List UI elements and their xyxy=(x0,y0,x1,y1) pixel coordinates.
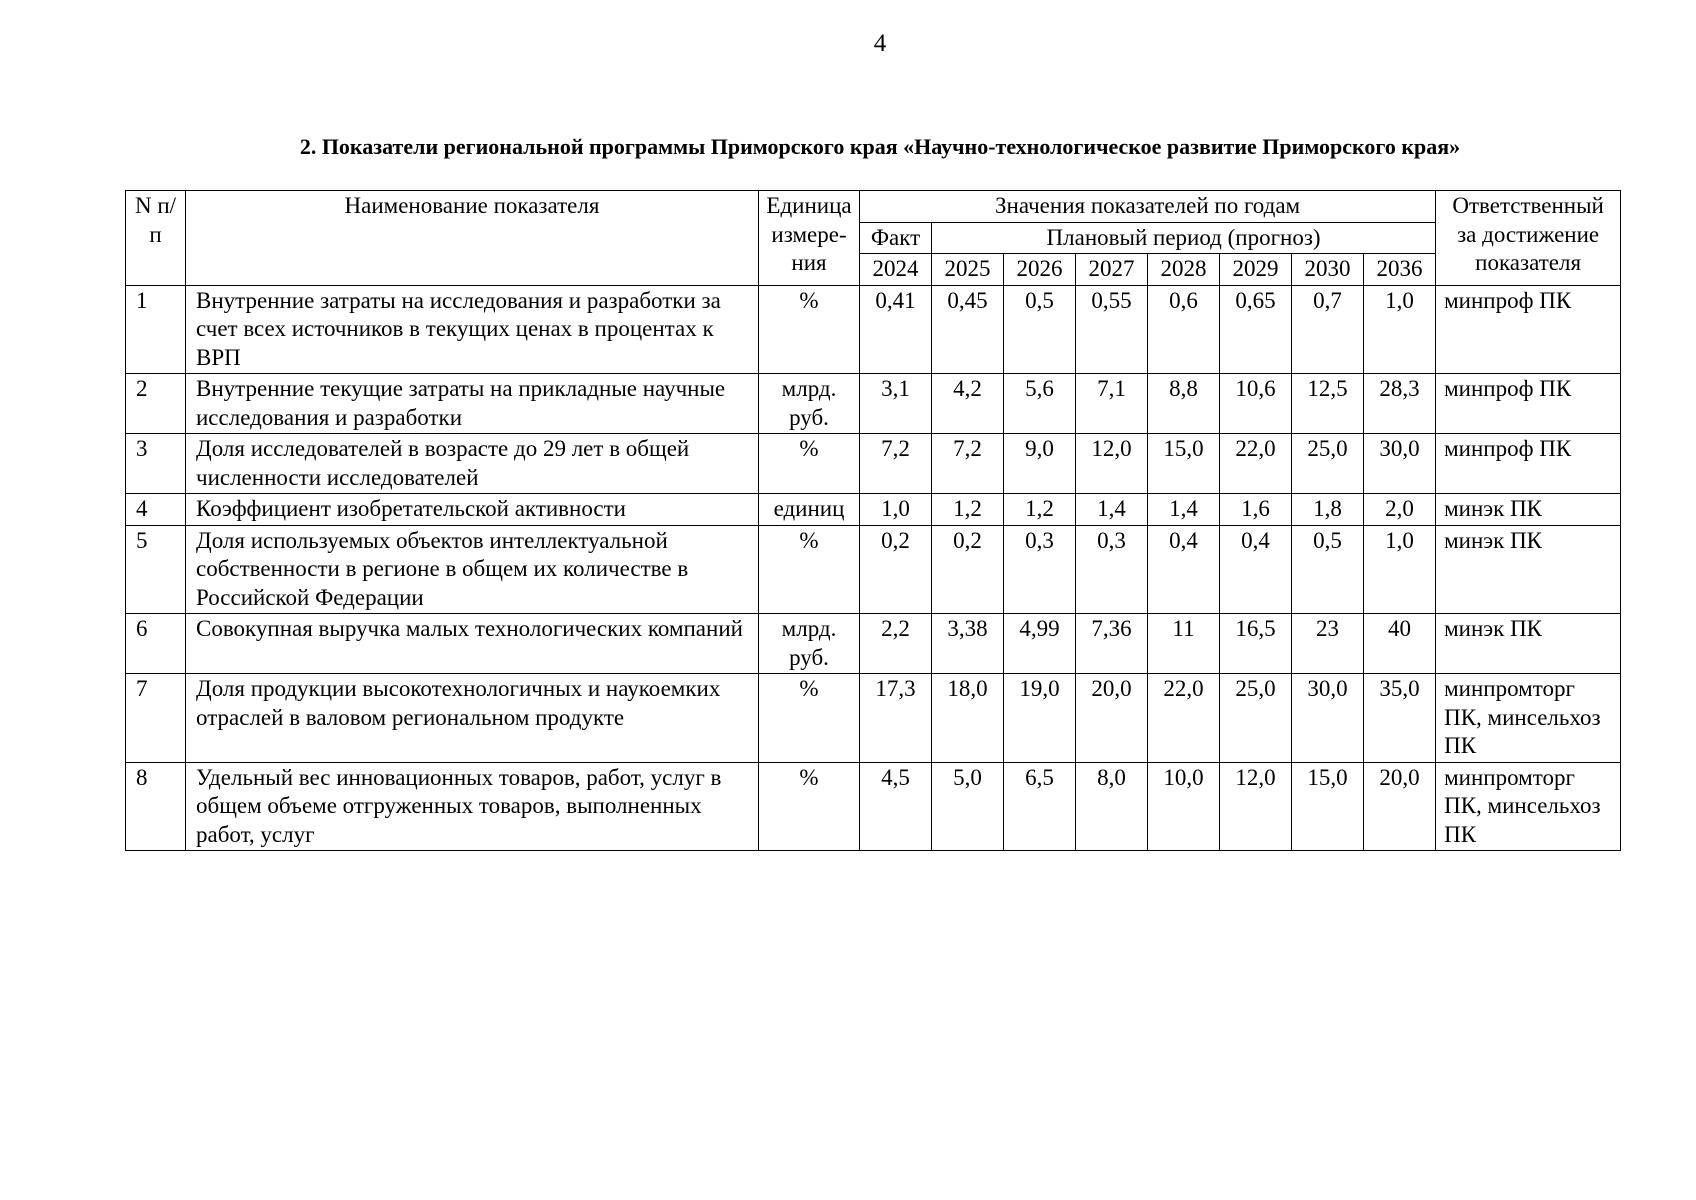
value-cell: 1,0 xyxy=(860,494,932,526)
value-cell: 35,0 xyxy=(1364,674,1436,763)
value-cell: 1,2 xyxy=(932,494,1004,526)
value-cell: 22,0 xyxy=(1220,434,1292,494)
value-cell: 10,0 xyxy=(1148,762,1220,851)
value-cell: 28,3 xyxy=(1364,374,1436,434)
value-cell: 0,5 xyxy=(1004,285,1076,374)
responsible-cell: минпроф ПК xyxy=(1436,374,1621,434)
value-cell: 5,0 xyxy=(932,762,1004,851)
value-cell: 6,5 xyxy=(1004,762,1076,851)
value-cell: 0,2 xyxy=(860,525,932,614)
responsible-cell: минпроф ПК xyxy=(1436,434,1621,494)
value-cell: 11 xyxy=(1148,614,1220,674)
row-number: 5 xyxy=(126,525,186,614)
table-row xyxy=(126,525,1621,614)
responsible-cell: минпромторг ПК, минсельхоз ПК xyxy=(1436,674,1621,763)
header-values: Значения показателей по годам xyxy=(860,191,1436,223)
value-cell: 1,0 xyxy=(1364,525,1436,614)
responsible-cell: минэк ПК xyxy=(1436,525,1621,614)
value-cell: 0,3 xyxy=(1004,525,1076,614)
value-cell: 15,0 xyxy=(1148,434,1220,494)
value-cell: 12,0 xyxy=(1220,762,1292,851)
value-cell: 3,38 xyxy=(932,614,1004,674)
value-cell: 1,0 xyxy=(1364,285,1436,374)
unit-cell: % xyxy=(759,762,860,851)
header-year: 2025 xyxy=(932,254,1004,286)
header-year: 2029 xyxy=(1220,254,1292,286)
responsible-cell: минпромторг ПК, минсельхоз ПК xyxy=(1436,762,1621,851)
table-row xyxy=(126,374,1621,434)
unit-cell: % xyxy=(759,434,860,494)
value-cell: 19,0 xyxy=(1004,674,1076,763)
value-cell: 8,8 xyxy=(1148,374,1220,434)
unit-cell: единиц xyxy=(759,494,860,526)
value-cell: 0,6 xyxy=(1148,285,1220,374)
value-cell: 25,0 xyxy=(1292,434,1364,494)
unit-cell: млрд. руб. xyxy=(759,614,860,674)
value-cell: 2,2 xyxy=(860,614,932,674)
value-cell: 7,2 xyxy=(932,434,1004,494)
header-plan: Плановый период (прогноз) xyxy=(932,222,1436,254)
row-number: 6 xyxy=(126,614,186,674)
value-cell: 0,5 xyxy=(1292,525,1364,614)
value-cell: 7,2 xyxy=(860,434,932,494)
header-fact: Факт xyxy=(860,222,932,254)
value-cell: 0,41 xyxy=(860,285,932,374)
value-cell: 4,2 xyxy=(932,374,1004,434)
value-cell: 17,3 xyxy=(860,674,932,763)
value-cell: 10,6 xyxy=(1220,374,1292,434)
row-number: 7 xyxy=(126,674,186,763)
table-row xyxy=(126,674,1621,763)
value-cell: 0,3 xyxy=(1076,525,1148,614)
header-num: N п/п xyxy=(126,191,186,286)
header-year: 2028 xyxy=(1148,254,1220,286)
unit-cell: % xyxy=(759,285,860,374)
value-cell: 5,6 xyxy=(1004,374,1076,434)
table-row xyxy=(126,285,1621,374)
table-header xyxy=(126,191,1621,286)
header-year: 2036 xyxy=(1364,254,1436,286)
value-cell: 40 xyxy=(1364,614,1436,674)
unit-cell: % xyxy=(759,525,860,614)
row-number: 4 xyxy=(126,494,186,526)
header-name: Наименование показателя xyxy=(186,191,759,286)
value-cell: 30,0 xyxy=(1364,434,1436,494)
indicator-name: Коэффициент изобретательской активности xyxy=(186,494,759,526)
value-cell: 4,5 xyxy=(860,762,932,851)
document-title: 2. Показатели региональной программы Приморского края «Научно-технологическое развитие Приморского края» xyxy=(299,134,1461,159)
header-year: 2027 xyxy=(1076,254,1148,286)
row-number: 3 xyxy=(126,434,186,494)
value-cell: 0,7 xyxy=(1292,285,1364,374)
indicator-name: Доля используемых объектов интеллектуальной собственности в регионе в общем их количестве в Российской Федерации xyxy=(186,525,759,614)
value-cell: 23 xyxy=(1292,614,1364,674)
value-cell: 4,99 xyxy=(1004,614,1076,674)
table-row xyxy=(126,762,1621,851)
unit-cell: % xyxy=(759,674,860,763)
value-cell: 3,1 xyxy=(860,374,932,434)
table-row xyxy=(126,494,1621,526)
value-cell: 9,0 xyxy=(1004,434,1076,494)
value-cell: 1,8 xyxy=(1292,494,1364,526)
indicator-name: Внутренние текущие затраты на прикладные научные исследования и разработки xyxy=(186,374,759,434)
header-year: 2024 xyxy=(860,254,932,286)
row-number: 1 xyxy=(126,285,186,374)
value-cell: 12,5 xyxy=(1292,374,1364,434)
row-number: 8 xyxy=(126,762,186,851)
value-cell: 7,36 xyxy=(1076,614,1148,674)
table-body xyxy=(126,285,1621,851)
indicators-table xyxy=(125,190,1621,851)
unit-cell: млрд. руб. xyxy=(759,374,860,434)
table-row xyxy=(126,434,1621,494)
indicator-name: Доля исследователей в возрасте до 29 лет в общей численности исследователей xyxy=(186,434,759,494)
responsible-cell: минэк ПК xyxy=(1436,614,1621,674)
responsible-cell: минэк ПК xyxy=(1436,494,1621,526)
value-cell: 0,45 xyxy=(932,285,1004,374)
value-cell: 0,55 xyxy=(1076,285,1148,374)
value-cell: 1,4 xyxy=(1148,494,1220,526)
header-year: 2030 xyxy=(1292,254,1364,286)
header-responsible: Ответственный за достижение показателя xyxy=(1436,191,1621,286)
indicator-name: Доля продукции высокотехнологичных и наукоемких отраслей в валовом региональном продукте xyxy=(186,674,759,763)
indicator-name: Внутренние затраты на исследования и разработки за счет всех источников в текущих ценах в процентах к ВРП xyxy=(186,285,759,374)
value-cell: 30,0 xyxy=(1292,674,1364,763)
value-cell: 25,0 xyxy=(1220,674,1292,763)
value-cell: 12,0 xyxy=(1076,434,1148,494)
header-year: 2026 xyxy=(1004,254,1076,286)
value-cell: 0,65 xyxy=(1220,285,1292,374)
header-unit: Единица измерения xyxy=(759,191,860,286)
value-cell: 16,5 xyxy=(1220,614,1292,674)
value-cell: 22,0 xyxy=(1148,674,1220,763)
value-cell: 20,0 xyxy=(1364,762,1436,851)
value-cell: 1,4 xyxy=(1076,494,1148,526)
value-cell: 18,0 xyxy=(932,674,1004,763)
value-cell: 20,0 xyxy=(1076,674,1148,763)
page-number: 4 xyxy=(873,30,887,57)
value-cell: 1,6 xyxy=(1220,494,1292,526)
row-number: 2 xyxy=(126,374,186,434)
indicator-name: Совокупная выручка малых технологических компаний xyxy=(186,614,759,674)
value-cell: 15,0 xyxy=(1292,762,1364,851)
value-cell: 2,0 xyxy=(1364,494,1436,526)
responsible-cell: минпроф ПК xyxy=(1436,285,1621,374)
value-cell: 0,4 xyxy=(1148,525,1220,614)
value-cell: 1,2 xyxy=(1004,494,1076,526)
indicator-name: Удельный вес инновационных товаров, работ, услуг в общем объеме отгруженных товаров, выполненных работ, услуг xyxy=(186,762,759,851)
value-cell: 7,1 xyxy=(1076,374,1148,434)
value-cell: 0,2 xyxy=(932,525,1004,614)
value-cell: 0,4 xyxy=(1220,525,1292,614)
value-cell: 8,0 xyxy=(1076,762,1148,851)
table-row xyxy=(126,614,1621,674)
